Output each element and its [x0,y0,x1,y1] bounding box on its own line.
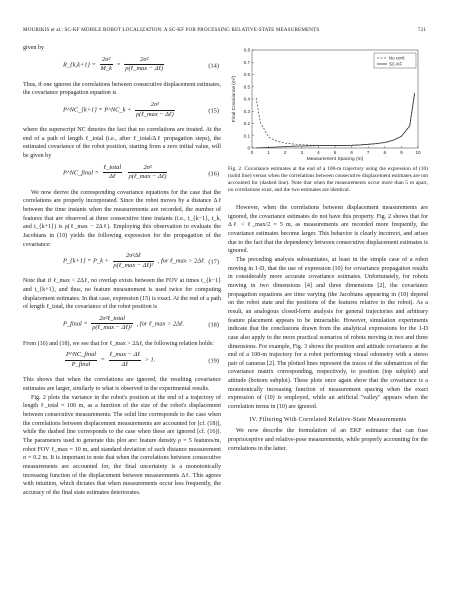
fraction: $\frac{\text{2σ²ℓ\_total}}{\text{ρ(ℓ\_max − Δℓ)²}}$ [92,314,132,332]
eq-lhs: P^NC_final = [63,169,101,177]
right-column [228,204,428,453]
equation-number: (17) [208,258,219,266]
section-heading: IV. Filtering With Correlated Relative-State Measurements [249,415,407,423]
y-axis-label: Final Covariance (m²) [232,75,237,123]
paragraph: where the superscript NC denotes the fact that no correlations are treated. At the end of a path of length ℓ_total (i.e., after ℓ_total/Δℓ propagation steps), the estimated covariance of the robot position, starting from a zero initial value, will be given by [23,126,221,159]
equation-number: (19) [208,358,219,366]
x-tick-label: 9 [400,150,403,155]
paragraph: The preceding analysis substantiates, at least in the simple case of a robot moving in 1-D, that the use of expression (10) for covariance propagation results in considerably more accurate covariance estimates. Unfortunately, for robots moving in two dimensions [4] and three dimensions [2], the covariance propagation equations are time varying (the Jacobians appearing in (10) depend on the robot state and the positions of the features relative to the robot). As a result, an analogous closed-form analysis for general trajectories and arbitrary feature placement appears to be intractable. However, simulation experiments indicate that the conclusions drawn from the analytical expressions for the 1-D case also apply to the more practical scenarios of robots moving in two and three dimensions. For example, Fig. 3 shows the position and attitude covariance at the end of a 100-m trajectory for a robot performing visual odometry with a stereo pair of cameras [2]. The plotted lines represent the traces of the submatrices of the covariance matrix corresponding, respectively, to position (top subplot) and attitude (bottom subplot). These plots once again show that the covariance is a monotonically increasing function of measurement spacing when the exact expression of (10) is employed, while an artificial "valley" appears when the correlation terms in (10) are ignored. [228,256,428,411]
y-tick-label: 0.6 [243,72,250,78]
x-tick-label: 8 [383,150,387,155]
y-tick-label: 0.4 [243,96,250,102]
equation-15 [23,101,221,123]
header-title: MOURIKIS et al.: SC-KF MOBILE ROBOT LOCALIZATION: A SC-KF FOR PROCESSING RELATIVE-STATE MEASUREMENTS [23,27,320,33]
y-tick-label: 0.5 [243,84,250,90]
legend-label: No corrl. [389,55,406,61]
x-tick-label: 5 [333,150,337,155]
eq-lhs: P_{k+1} = P_k + [63,257,111,265]
y-tick-label: 0.2 [243,121,250,127]
eq-lhs: P^NC_{k+1} = P^NC_k + [63,106,133,114]
equation-number: (16) [208,170,219,178]
left-column [23,44,221,498]
fraction: $\frac{\text{2σ²}}{\text{ρ(ℓ\_max − Δℓ)}}$ [128,163,167,181]
series-line-no-corrl [256,93,415,146]
running-header [23,27,426,36]
fraction: $\frac{\text{ℓ\_max − Δℓ}}{\text{Δℓ}}$ [109,351,141,369]
paragraph: Fig. 2 plots the variance in the robot's position at the end of a trajectory of length ℓ_total = 100 m, as a function of the size of the robot's displacement between consecutive measurements. The solid line corresponds to the case when the correlations between displacement measurements are accounted for [cf. (18)], while the dashed line corresponds to the case when these are ignored [cf. (16)]. The parameters used to generate this plot are: feature density ρ = 5 features/m, robot FOV ℓ_max = 10 m, and standard deviation of each distance measurement σ = 0.2 m. It is important to note that when the correlations between consecutive measurements are accounted for, the final uncertainty is a monotonically increasing function of the displacement between measurements Δℓ. This agrees with intuition, which dictates that when measurements occur less frequently, the accuracy of the final state estimates deteriorates. [23,394,221,496]
eq-condition: , for ℓ_max > 2Δℓ. [136,320,185,328]
equation-18 [23,315,221,337]
equation-number: (14) [208,62,219,70]
fraction: $\frac{\text{2σ²}}{M\_k}$ [100,55,112,73]
paragraph: We now derive the corresponding covariance equations for the case that the correlations are properly incorporated. Since the robot moves by a distance Δℓ between the time instants when the measurements are recorded, the number of features that are observed at three consecutive time instants (i.e., t_{k−1}, t_k, and t_{k+1}) is ρ(ℓ_max − 2Δℓ). Employing this observation to evaluate the Jacobians in (10) yields the following expression for the propagation of the covariance: [23,189,221,248]
eq-condition: , for ℓ_max > 2Δℓ. [157,257,206,265]
fraction: $\frac{\text{P\textasciicircum{}NC\_final}}{\text{P\_final}}$ [66,351,97,369]
page-number: 721 [417,27,426,33]
equation-17 [23,252,221,274]
x-tick-label: 6 [350,150,353,155]
x-tick-label: 1 [267,150,270,155]
y-tick-label: 0.1 [243,133,250,139]
paragraph: However, when the correlations between displacement measurements are ignored, the covariance estimates do not have this property. Fig. 2 shows that for Δℓ < ℓ_max/2 = 5 m, as measurements are recorded more frequently, the covariance estimates become larger. This behavior is clearly incorrect, and arises due to the fact that the dependency between consecutive displacement estimates is ignored. [228,205,428,255]
paragraph: From (16) and (18), we see that for ℓ_max > 2Δℓ, the following relation holds: [23,340,214,347]
equation-number: (15) [208,107,219,115]
paragraph: We now describe the formulation of an EKF estimator that can fuse proprioceptive and relative-pose measurements, while properly accounting for the correlations in the latter. [228,428,428,452]
y-tick-label: 0 [247,145,250,151]
y-tick-label: 0.7 [243,59,250,65]
fraction: $\frac{\text{2σ²}}{\text{ρ(ℓ\_max − Δℓ)}}$ [135,100,174,118]
x-tick-label: 2 [283,150,287,155]
equation-number: (18) [208,321,219,329]
equation-16 [23,164,221,186]
y-tick-label: 0.8 [243,47,250,53]
equation-19: $\frac{\text{P\textasciicircum{}NC\_final}}{\text{P\_final}}$ = $\frac{\text{ℓ\_max − Δℓ}}{\text{Δℓ}}$ > 1. (19) [66,351,219,369]
x-tick-label: 10 [415,150,421,155]
paragraph: Note that if ℓ_max < 2Δℓ, no overlap exists between the FOV at times t_{k−1} and t_{k+1}, and thus, no feature measurement is used twice for computing displacement estimates. In that case, expression (15) is exact. At the end of a path of length ℓ_total, the covariance of the robot position is [23,278,221,311]
paragraph: given by [23,45,44,51]
x-tick-label: 4 [317,150,320,155]
x-tick-label: 7 [366,150,370,155]
x-axis-label: Measurement Spacing (m) [306,157,364,162]
fraction: $\frac{\text{2σ²Δℓ}}{\text{ρ(ℓ\_max − Δℓ)²}}$ [113,252,154,269]
x-tick-label: 3 [300,150,304,155]
eq-lhs: R_{k,k+1} = [63,61,98,69]
x-tick-label: 0 [250,150,254,155]
y-tick-label: 0.3 [243,108,250,114]
equation-14: R_{k,k+1} = $\frac{\text{2σ²}}{M\_k}$ = $\frac{\text{2σ²}}{\text{ρ(ℓ\_max − Δℓ)}}$ (14) [63,55,219,73]
figure-caption: Fig. 2. Covariance estimates at the end of a 100-m trajectory using the expression of (10) (solid line) versus when the correlations between consecutive displacement estimates are not accounted for (dashed line). Note that when the measurements occur more than 5 m apart, no correlations exist, and the two estimates are identical. [228,166,428,193]
figure-2-chart [228,44,428,166]
eq-lhs: P_final = [63,320,90,328]
fraction: $\frac{\text{2σ²}}{\text{ρ(ℓ\_max − Δℓ)}}$ [125,55,164,73]
paragraph: Thus, if one ignores the correlations between consecutive displacement estimates, the covariance propagation equation is [23,81,221,97]
fraction: $\frac{\text{ℓ\_total}}{\text{Δℓ}}$ [103,163,122,181]
series-line-sc-kf [256,93,415,148]
legend-label: SC-KF [389,61,403,67]
paragraph: This shows that when the correlations are ignored, the resulting covariance estimates are larger, similarly to what is observed in the experimental results. [23,377,221,393]
